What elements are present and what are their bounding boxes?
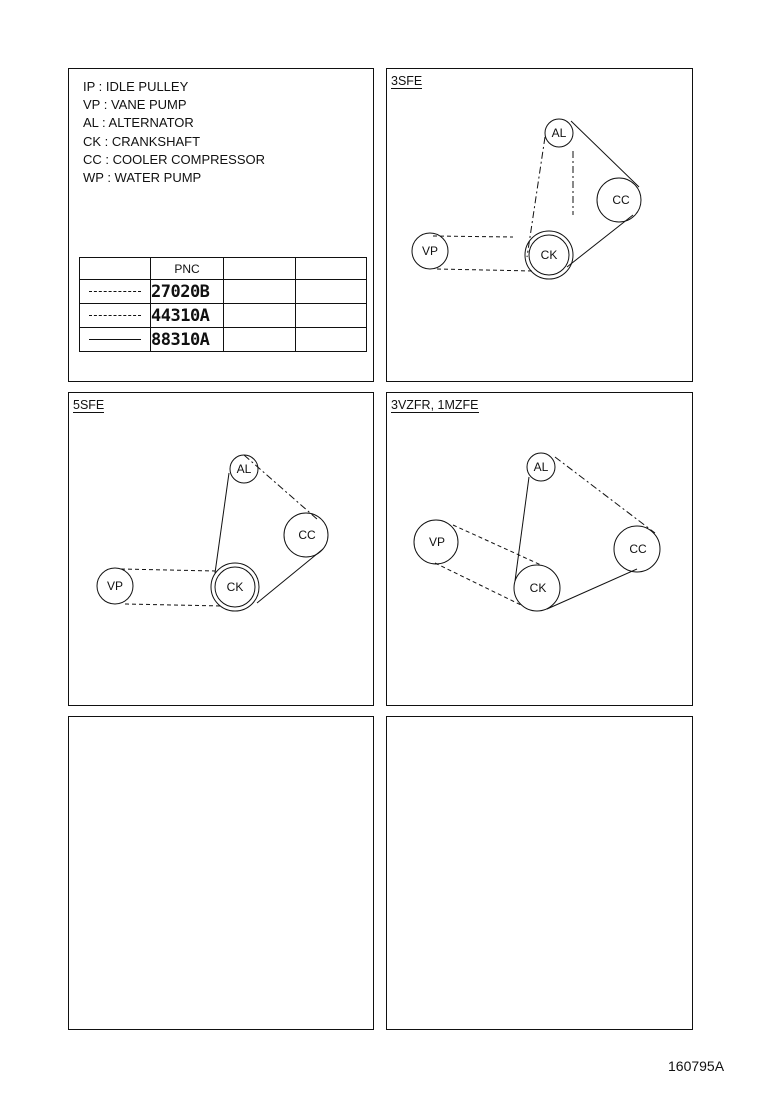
belt-segment [527,137,545,257]
belt-segment [437,269,533,271]
part-number: 27020B [151,280,224,304]
legend-line-ip: IP : IDLE PULLEY [83,79,189,94]
pulley-label-vp: VP [106,579,124,593]
pulley-label-ck: CK [529,581,547,595]
pulley-label-cc: CC [298,528,316,542]
belt-segment [257,549,323,603]
line-style-dash-dot [80,280,151,304]
empty-panel [68,716,374,1030]
legend-line-vp: VP : VANE PUMP [83,97,187,113]
legend-line-ck: CK : CRANKSHAFT [83,133,201,149]
legend-panel [68,68,374,382]
belt-segment [453,525,541,565]
table-row [80,328,367,352]
pulley-label-al: AL [236,462,252,476]
diagram-reference-code: 160795A [668,1058,725,1074]
belt-routing-svg [69,393,373,705]
solid-line-sample [89,339,141,340]
dashed-line-sample [89,315,141,316]
pulley-label-al: AL [533,460,549,474]
legend-line-wp: WP : WATER PUMP [83,170,202,186]
table-row [80,280,367,304]
belt-diagram-3vzfr-1mzfe [386,392,693,706]
diagram-title: 3SFE [391,74,423,88]
pulley-label-ck: CK [540,248,558,262]
belt-segment [125,604,223,606]
belt-segment [567,215,633,267]
belt-segment [547,569,637,609]
line-style-solid [80,328,151,352]
pnc-table-header-row [80,258,367,280]
pnc-header: PNC [151,258,224,280]
pnc-table [79,257,367,352]
pulley-label-al: AL [551,126,567,140]
diagram-title: 5SFE [73,398,105,412]
belt-segment [515,477,529,581]
legend-line-al: AL : ALTERNATOR [83,115,194,131]
belt-segment [571,121,639,187]
legend-line-cc: CC : COOLER COMPRESSOR [83,151,266,167]
table-row [80,304,367,328]
pulley-label-ck: CK [226,580,244,594]
abbreviation-legend [83,78,265,187]
part-number: 88310A [151,328,224,352]
belt-diagram-5sfe [68,392,374,706]
belt-segment [215,473,229,573]
belt-segment [555,457,655,533]
belt-segment [244,455,317,519]
belt-routing-svg [387,393,692,705]
belt-segment [435,563,521,605]
belt-diagram-3sfe [386,68,693,382]
part-number: 44310A [151,304,224,328]
pulley-label-vp: VP [428,535,446,549]
line-style-dashed [80,304,151,328]
pulley-label-cc: CC [612,193,630,207]
belt-segment [121,569,215,571]
pulley-label-vp: VP [421,244,439,258]
empty-panel [386,716,693,1030]
belt-segment [433,236,513,237]
belt-routing-svg [387,69,692,381]
diagram-title: 3VZFR, 1MZFE [391,398,479,412]
pulley-label-cc: CC [629,542,647,556]
dash-dot-line-sample [89,291,141,292]
